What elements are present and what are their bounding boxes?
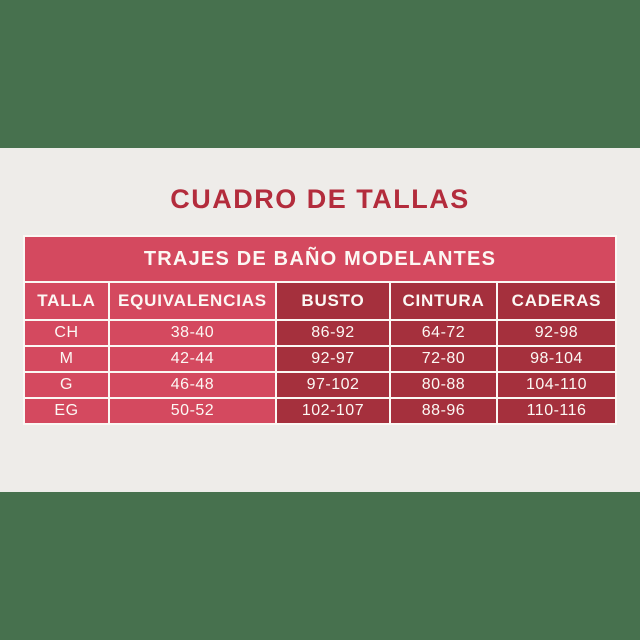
cell-busto: 86-92 [276,320,390,346]
cell-cintura: 64-72 [390,320,497,346]
column-header-equivalencias: EQUIVALENCIAS [109,282,276,320]
cell-cintura: 80-88 [390,372,497,398]
cell-talla: EG [24,398,109,424]
cell-talla: M [24,346,109,372]
cell-busto: 97-102 [276,372,390,398]
cell-busto: 92-97 [276,346,390,372]
column-header-talla: TALLA [24,282,109,320]
cell-equivalencias: 42-44 [109,346,276,372]
cell-busto: 102-107 [276,398,390,424]
column-header-busto: BUSTO [276,282,390,320]
page-title: CUADRO DE TALLAS [170,184,470,214]
table-row-ch [24,320,616,346]
table-row-eg [24,398,616,424]
cell-cintura: 88-96 [390,398,497,424]
cell-caderas: 98-104 [497,346,616,372]
table-header-row [24,282,616,320]
size-chart-panel [0,148,640,492]
column-header-cintura: CINTURA [390,282,497,320]
top-green-band [0,0,640,148]
cell-caderas: 104-110 [497,372,616,398]
cell-equivalencias: 38-40 [109,320,276,346]
table-row-m [24,346,616,372]
bottom-green-band [0,492,640,640]
cell-cintura: 72-80 [390,346,497,372]
cell-talla: CH [24,320,109,346]
cell-equivalencias: 50-52 [109,398,276,424]
column-header-caderas: CADERAS [497,282,616,320]
table-row-g [24,372,616,398]
cell-talla: G [24,372,109,398]
cell-equivalencias: 46-48 [109,372,276,398]
cell-caderas: 110-116 [497,398,616,424]
table-banner-row [24,236,616,282]
size-table [23,235,617,425]
cell-caderas: 92-98 [497,320,616,346]
table-banner: TRAJES DE BAÑO MODELANTES [24,236,616,282]
